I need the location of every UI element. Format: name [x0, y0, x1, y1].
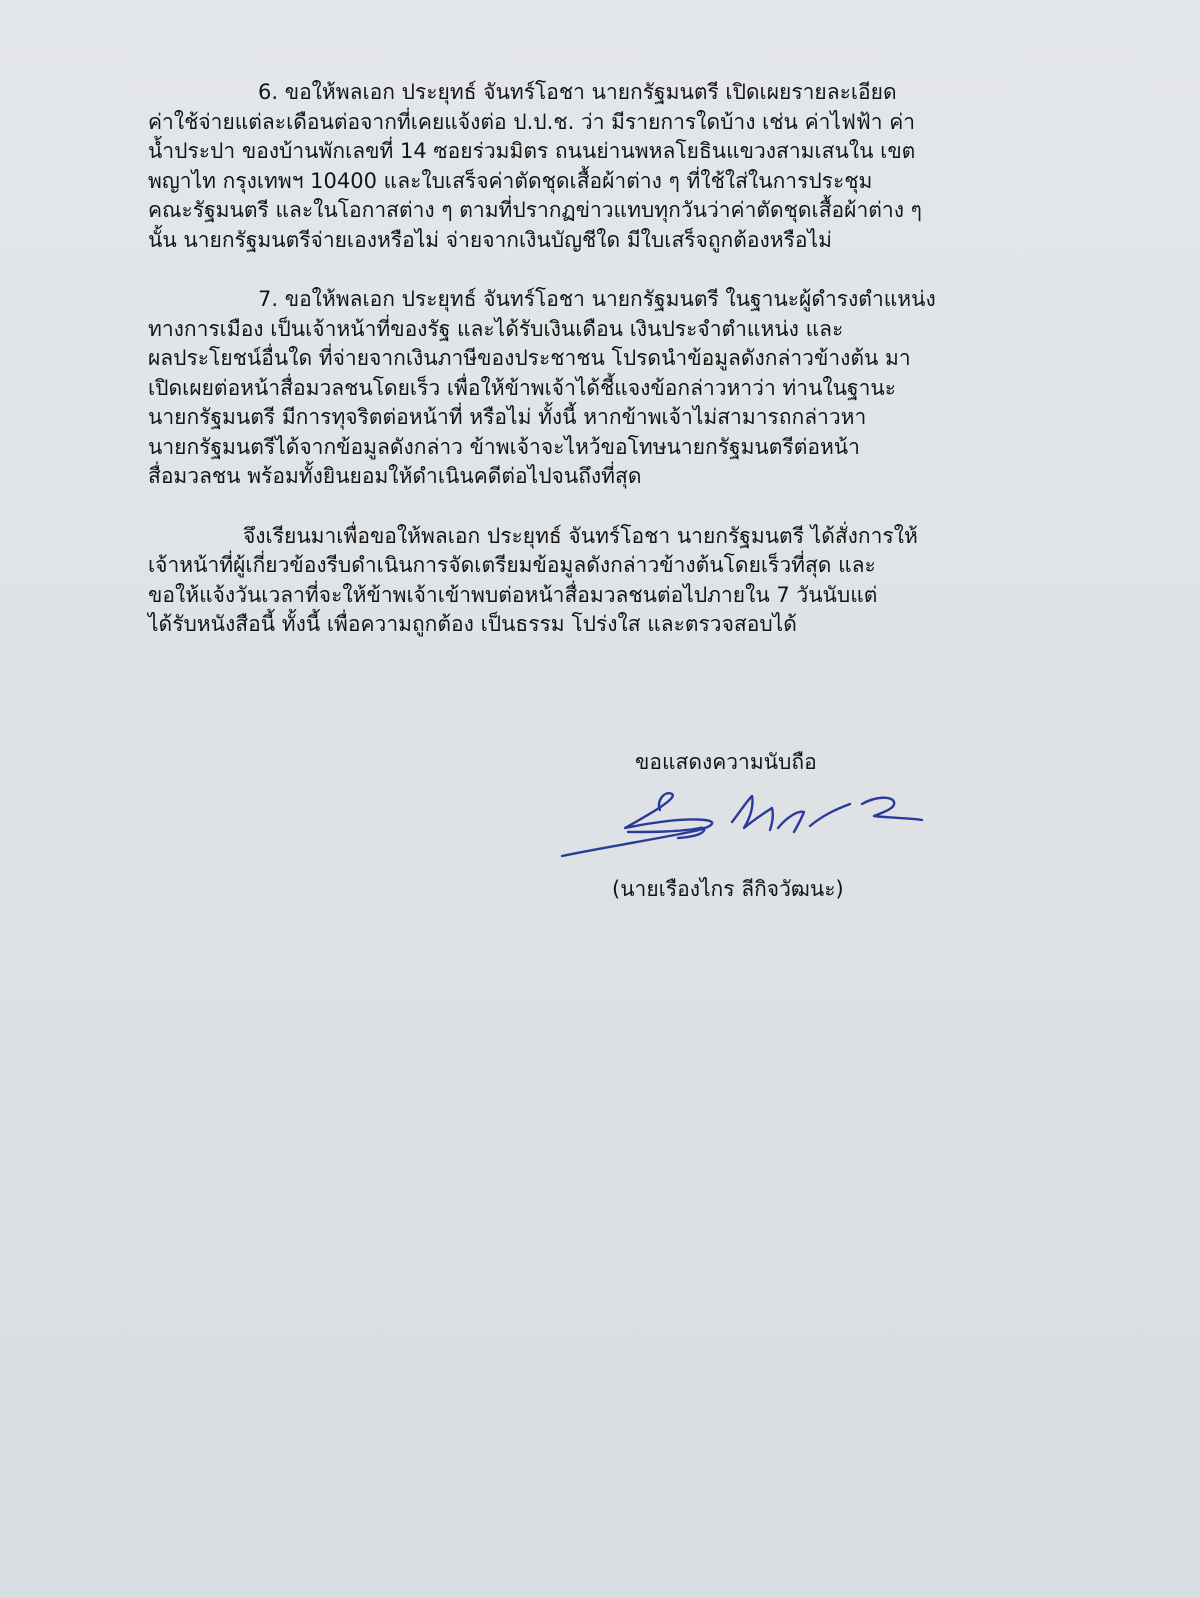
- text-line: ขอให้แจ้งวันเวลาที่จะให้ข้าพเจ้าเข้าพบต่อหน้าสื่อมวลชนต่อไปภายใน 7 วันนับแต่: [148, 582, 878, 607]
- text-line: ค่าใช้จ่ายแต่ละเดือนต่อจากที่เคยแจ้งต่อ ป.ป.ช. ว่า มีรายการใดบ้าง เช่น ค่าไฟฟ้า ค่า: [148, 109, 916, 134]
- text-line: เปิดเผยต่อหน้าสื่อมวลชนโดยเร็ว เพื่อให้ข้าพเจ้าได้ชี้แจงข้อกล่าวหาว่า ท่านในฐานะ: [148, 375, 897, 400]
- signature-icon: [560, 792, 950, 882]
- paragraph-item-7: [148, 285, 1058, 492]
- letter-body: [148, 78, 1058, 670]
- text-line: ผลประโยชน์อื่นใด ที่จ่ายจากเงินภาษีของประชาชน โปรดนำข้อมูลดังกล่าวข้างต้น มา: [148, 346, 911, 370]
- signer-name: (นายเรืองไกร ลีกิจวัฒนะ): [612, 877, 844, 901]
- text-line: นายกรัฐมนตรี มีการทุจริตต่อหน้าที่ หรือไม่ ทั้งนี้ หากข้าพเจ้าไม่สามารถกล่าวหา: [148, 405, 867, 429]
- text-line: จึงเรียนมาเพื่อขอให้พลเอก ประยุทธ์ จันทร์โอชา นายกรัฐมนตรี ได้สั่งการให้: [243, 523, 918, 548]
- paragraph-request: [148, 522, 1058, 640]
- text-line: นั้น นายกรัฐมนตรีจ่ายเองหรือไม่ จ่ายจากเงินบัญชีใด มีใบเสร็จถูกต้องหรือไม่: [148, 227, 832, 252]
- text-line: น้ำประปา ของบ้านพักเลขที่ 14 ซอยร่วมมิตร ถนนย่านพหลโยธินแขวงสามเสนใน เขต: [148, 139, 916, 163]
- closing-salutation: ขอแสดงความนับถือ: [635, 750, 817, 774]
- text-line: เจ้าหน้าที่ผู้เกี่ยวข้องรีบดำเนินการจัดเตรียมข้อมูลดังกล่าวข้างต้นโดยเร็วที่สุด และ: [148, 553, 876, 577]
- text-line: 6. ขอให้พลเอก ประยุทธ์ จันทร์โอชา นายกรัฐมนตรี เปิดเผยรายละเอียด: [258, 80, 897, 104]
- text-line: ได้รับหนังสือนี้ ทั้งนี้ เพื่อความถูกต้อง เป็นธรรม โปร่งใส และตรวจสอบได้: [148, 612, 797, 636]
- text-line: พญาไท กรุงเทพฯ 10400 และใบเสร็จค่าตัดชุดเสื้อผ้าต่าง ๆ ที่ใช้ใส่ในการประชุม: [148, 168, 873, 193]
- paragraph-item-6: [148, 78, 1058, 255]
- text-line: นายกรัฐมนตรีได้จากข้อมูลดังกล่าว ข้าพเจ้าจะไหว้ขอโทษนายกรัฐมนตรีต่อหน้า: [148, 434, 860, 459]
- text-line: คณะรัฐมนตรี และในโอกาสต่าง ๆ ตามที่ปรากฏข่าวแทบทุกวันว่าค่าตัดชุดเสื้อผ้าต่าง ๆ: [148, 198, 922, 222]
- text-line: สื่อมวลชน พร้อมทั้งยินยอมให้ดำเนินคดีต่อไปจนถึงที่สุด: [148, 464, 642, 488]
- text-line: 7. ขอให้พลเอก ประยุทธ์ จันทร์โอชา นายกรัฐมนตรี ในฐานะผู้ดำรงตำแหน่ง: [258, 287, 936, 311]
- text-line: ทางการเมือง เป็นเจ้าหน้าที่ของรัฐ และได้รับเงินเดือน เงินประจำตำแหน่ง และ: [148, 316, 844, 341]
